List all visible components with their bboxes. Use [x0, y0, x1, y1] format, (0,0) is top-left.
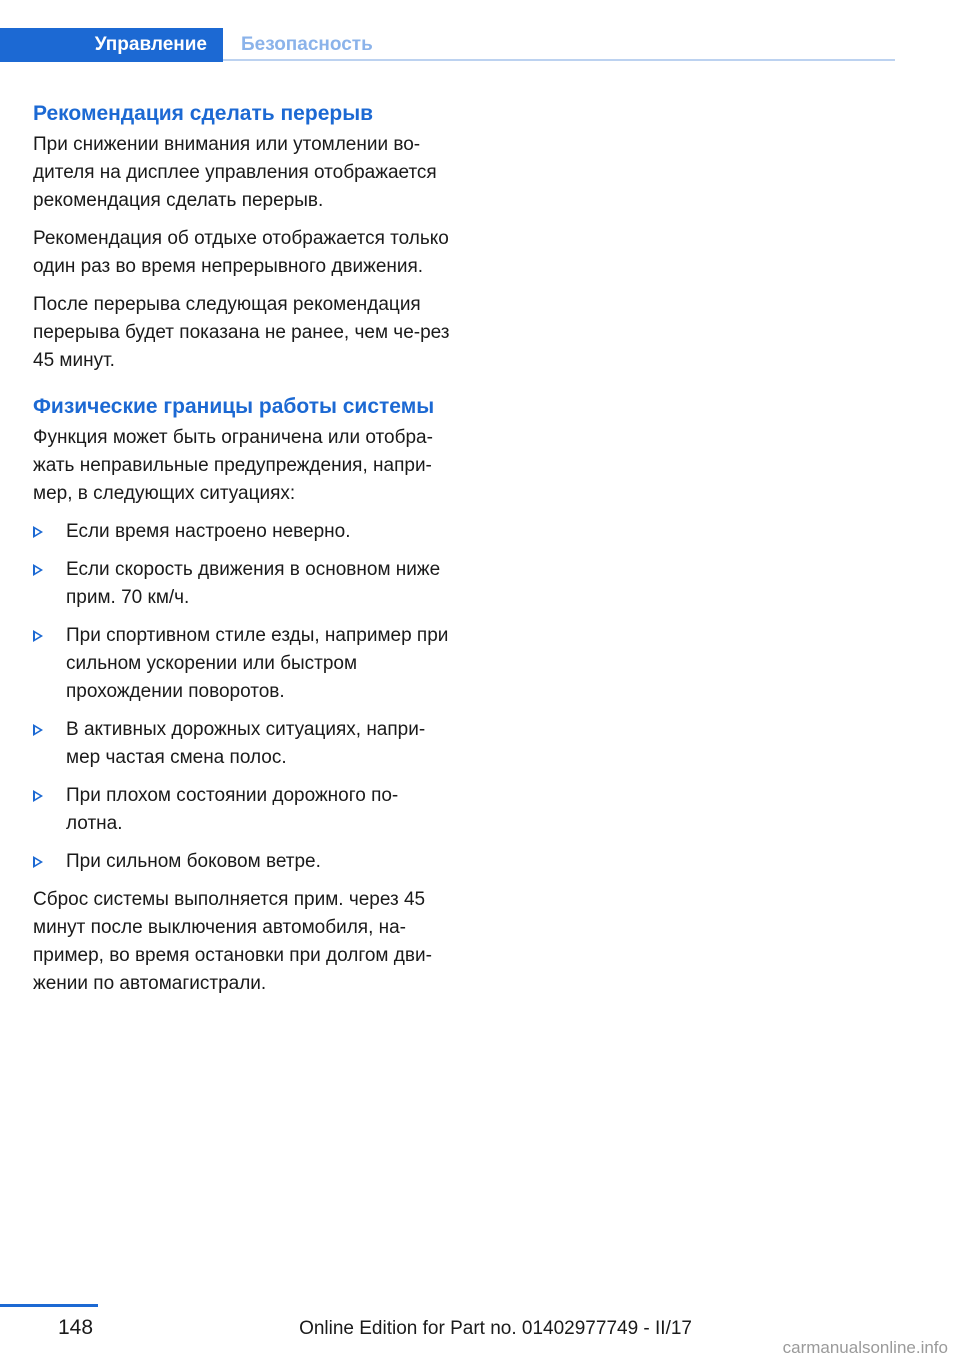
triangle-bullet-icon — [33, 724, 43, 736]
list-item: При плохом состоянии дорожного по-лотна. — [33, 782, 453, 838]
triangle-bullet-icon — [33, 790, 43, 802]
triangle-bullet-icon — [33, 856, 43, 868]
page-number: 148 — [58, 1316, 94, 1339]
triangle-bullet-icon — [33, 564, 43, 576]
tab-upravlenie[interactable]: Управление — [0, 28, 223, 62]
watermark: carmanualsonline.info — [782, 1338, 948, 1357]
list-item: Если время настроено неверно. — [33, 518, 453, 546]
paragraph: Рекомендация об отдыхе отображается только один раз во время непрерывного движения. — [33, 228, 449, 277]
limits-list — [33, 518, 453, 876]
paragraph: Функция может быть ограничена или отобра-жать неправильные предупреждения, напри-мер, в следующих ситуациях: — [33, 427, 433, 504]
list-item: В активных дорожных ситуациях, напри-мер частая смена полос. — [33, 716, 453, 772]
section-title-break-recommendation: Рекомендация сделать перерыв — [33, 102, 374, 125]
list-item: При спортивном стиле езды, например при сильном ускорении или быстром прохождении поворотов. — [33, 622, 453, 706]
list-item: Если скорость движения в основном ниже прим. 70 км/ч. — [33, 556, 453, 612]
section-title-system-limits: Физические границы работы системы — [33, 395, 435, 418]
main-content — [33, 100, 453, 998]
header-bar — [0, 28, 895, 62]
tab-bezopasnost[interactable]: Безопасность — [241, 34, 373, 55]
paragraph: После перерыва следующая рекомендация перерыва будет показана не ранее, чем че-рез 45 минут. — [33, 294, 450, 371]
footer-divider — [0, 1304, 98, 1307]
triangle-bullet-icon — [33, 526, 43, 538]
edition-text: Online Edition for Part no. 01402977749 - II/17 — [299, 1318, 692, 1339]
triangle-bullet-icon — [33, 630, 43, 642]
paragraph: При снижении внимания или утомлении во-дителя на дисплее управления отображается рекомендация сделать перерыв. — [33, 134, 437, 211]
header-divider — [223, 59, 895, 61]
paragraph: Сброс системы выполняется прим. через 45 минут после выключения автомобиля, на-пример, во время остановки при долгом дви-жении по автомагистрали. — [33, 889, 432, 994]
list-item: При сильном боковом ветре. — [33, 848, 453, 876]
